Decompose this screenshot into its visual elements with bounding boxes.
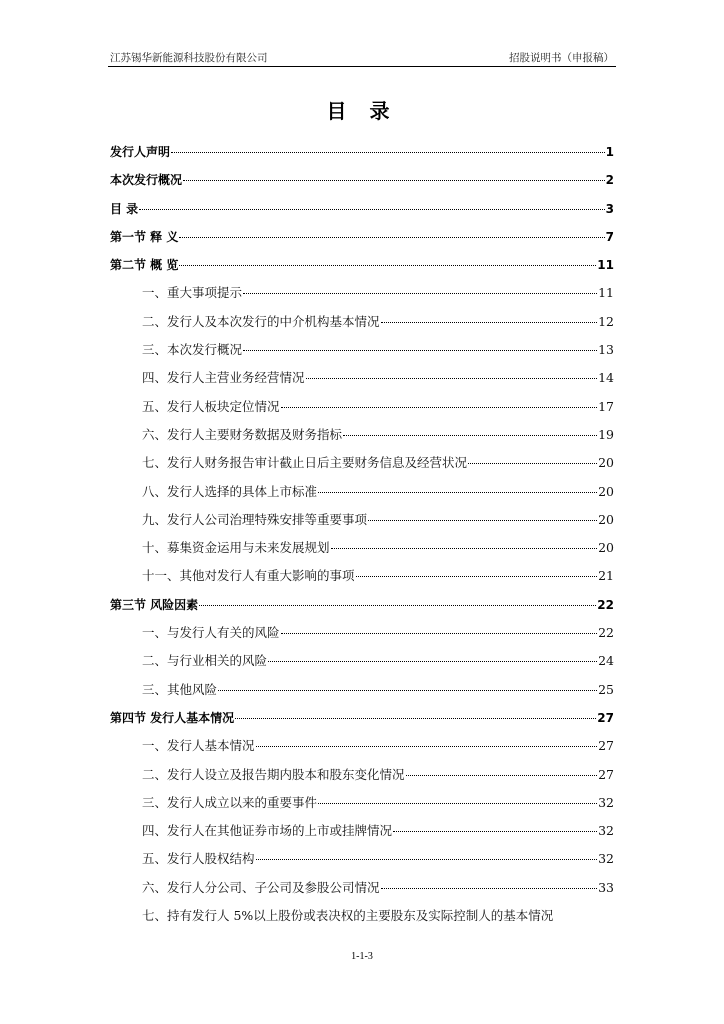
toc-entry-label: 八、发行人选择的具体上市标准	[142, 483, 318, 499]
toc-entry-label: 第二节 概 览	[110, 258, 179, 273]
toc-entry-page-number: 2	[605, 173, 614, 188]
toc-entry-page-number: 27	[598, 738, 614, 754]
toc-entry-page-number: 27	[597, 710, 614, 725]
toc-entry-page-number: 20	[598, 511, 614, 527]
toc-dot-leader	[256, 859, 598, 860]
toc-entry-label: 十一、其他对发行人有重大影响的事项	[142, 568, 355, 584]
toc-section-entry[interactable]	[110, 195, 614, 223]
toc-entry-label: 第四节 发行人基本情况	[110, 710, 235, 725]
toc-dot-leader	[406, 775, 598, 776]
toc-dot-leader	[183, 180, 605, 181]
toc-entry-label: 第三节 风险因素	[110, 597, 199, 612]
toc-entry-page-number: 14	[598, 370, 614, 386]
toc-subsection-entry[interactable]	[110, 902, 614, 930]
toc-subsection-entry[interactable]	[110, 364, 614, 392]
toc-entry-label: 五、发行人股权结构	[142, 851, 255, 867]
toc-subsection-entry[interactable]	[110, 421, 614, 449]
toc-subsection-entry[interactable]	[110, 478, 614, 506]
toc-entry-label: 发行人声明	[110, 145, 171, 159]
toc-dot-leader	[306, 378, 598, 379]
toc-entry-page-number: 11	[598, 285, 614, 301]
toc-entry-page-number: 22	[598, 625, 614, 641]
toc-subsection-entry[interactable]	[110, 393, 614, 421]
toc-dot-leader	[256, 746, 598, 747]
toc-entry-page-number: 7	[605, 229, 614, 244]
toc-dot-leader	[381, 322, 598, 323]
toc-entry-label: 六、发行人分公司、子公司及参股公司情况	[142, 879, 380, 895]
toc-dot-leader	[179, 237, 604, 238]
toc-dot-leader	[343, 435, 597, 436]
toc-entry-page-number: 20	[598, 483, 614, 499]
toc-section-entry[interactable]	[110, 166, 614, 194]
toc-subsection-entry[interactable]	[110, 761, 614, 789]
toc-section-entry[interactable]	[110, 138, 614, 166]
toc-dot-leader	[179, 265, 596, 266]
toc-dot-leader	[243, 293, 597, 294]
toc-section-entry[interactable]	[110, 591, 614, 619]
toc-entry-page-number: 20	[598, 455, 614, 471]
toc-subsection-entry[interactable]	[110, 336, 614, 364]
toc-entry-label: 四、发行人在其他证券市场的上市或挂牌情况	[142, 823, 393, 839]
toc-entry-page-number: 11	[597, 258, 614, 273]
toc-entry-label: 一、与发行人有关的风险	[142, 625, 280, 641]
toc-dot-leader	[393, 831, 597, 832]
toc-entry-page-number: 24	[598, 653, 614, 669]
toc-entry-page-number: 3	[605, 201, 614, 216]
toc-subsection-entry[interactable]	[110, 732, 614, 760]
toc-subsection-entry[interactable]	[110, 874, 614, 902]
toc-entry-label: 二、发行人设立及报告期内股本和股东变化情况	[142, 766, 405, 782]
toc-subsection-entry[interactable]	[110, 449, 614, 477]
toc-dot-leader	[268, 661, 597, 662]
toc-dot-leader	[235, 718, 596, 719]
toc-dot-leader	[281, 633, 598, 634]
toc-dot-leader	[199, 605, 596, 606]
toc-entry-page-number: 32	[598, 851, 614, 867]
toc-entry-page-number: 21	[598, 568, 614, 584]
toc-entry-label: 一、重大事项提示	[142, 285, 243, 301]
toc-entry-page-number: 22	[597, 597, 614, 612]
toc-subsection-entry[interactable]	[110, 676, 614, 704]
toc-entry-label: 本次发行概况	[110, 173, 183, 188]
toc-dot-leader	[356, 576, 598, 577]
toc-entry-page-number: 27	[598, 766, 614, 782]
toc-subsection-entry[interactable]	[110, 506, 614, 534]
header-company-name: 江苏锡华新能源科技股份有限公司	[110, 52, 268, 64]
toc-section-entry[interactable]	[110, 251, 614, 279]
toc-dot-leader	[368, 520, 597, 521]
toc-entry-page-number: 33	[598, 879, 614, 895]
toc-entry-label: 六、发行人主要财务数据及财务指标	[142, 426, 343, 442]
toc-dot-leader	[318, 492, 597, 493]
toc-subsection-entry[interactable]	[110, 619, 614, 647]
toc-entry-label: 三、本次发行概况	[142, 342, 243, 358]
toc-section-entry[interactable]	[110, 223, 614, 251]
toc-dot-leader	[331, 548, 598, 549]
toc-entry-page-number: 25	[598, 681, 614, 697]
toc-subsection-entry[interactable]	[110, 308, 614, 336]
toc-dot-leader	[171, 152, 605, 153]
toc-entry-page-number: 32	[598, 823, 614, 839]
toc-entry-page-number: 20	[598, 540, 614, 556]
toc-entry-label: 三、其他风险	[142, 681, 218, 697]
toc-entry-label: 七、发行人财务报告审计截止日后主要财务信息及经营状况	[142, 455, 468, 471]
toc-entry-page-number: 13	[598, 342, 614, 358]
toc-dot-leader	[468, 463, 597, 464]
toc-entry-label: 目 录	[110, 201, 139, 216]
toc-dot-leader	[139, 209, 604, 210]
toc-dot-leader	[243, 350, 597, 351]
toc-subsection-entry[interactable]	[110, 845, 614, 873]
toc-entry-label: 二、与行业相关的风险	[142, 653, 268, 669]
toc-entry-label: 七、持有发行人 5%以上股份或表决权的主要股东及实际控制人的基本情况	[142, 908, 554, 924]
toc-entry-label: 十、募集资金运用与未来发展规划	[142, 540, 330, 556]
toc-subsection-entry[interactable]	[110, 817, 614, 845]
page-title: 目 录	[326, 99, 398, 123]
toc-entry-label: 四、发行人主营业务经营情况	[142, 370, 305, 386]
toc-subsection-entry[interactable]	[110, 562, 614, 590]
toc-entry-label: 一、发行人基本情况	[142, 738, 255, 754]
toc-subsection-entry[interactable]	[110, 534, 614, 562]
footer-page-number: 1-1-3	[351, 951, 373, 962]
toc-entry-page-number: 17	[598, 398, 614, 414]
toc-section-entry[interactable]	[110, 704, 614, 732]
toc-entry-page-number: 1	[605, 145, 614, 159]
toc-entry-page-number: 12	[598, 313, 614, 329]
toc-entry-label: 五、发行人板块定位情况	[142, 398, 280, 414]
toc-dot-leader	[381, 888, 598, 889]
toc-subsection-entry[interactable]	[110, 647, 614, 675]
toc-dot-leader	[318, 803, 597, 804]
toc-dot-leader	[218, 690, 597, 691]
toc-subsection-entry[interactable]	[110, 789, 614, 817]
toc-entry-label: 九、发行人公司治理特殊安排等重要事项	[142, 511, 368, 527]
toc-entry-page-number: 19	[598, 426, 614, 442]
toc-subsection-entry[interactable]	[110, 279, 614, 307]
toc-entry-page-number: 32	[598, 794, 614, 810]
header-divider	[108, 66, 616, 67]
toc-entry-label: 二、发行人及本次发行的中介机构基本情况	[142, 313, 380, 329]
table-of-contents	[110, 138, 614, 930]
toc-dot-leader	[281, 407, 598, 408]
toc-entry-label: 三、发行人成立以来的重要事件	[142, 794, 318, 810]
toc-entry-label: 第一节 释 义	[110, 229, 179, 244]
header-document-type: 招股说明书（申报稿）	[509, 52, 614, 64]
